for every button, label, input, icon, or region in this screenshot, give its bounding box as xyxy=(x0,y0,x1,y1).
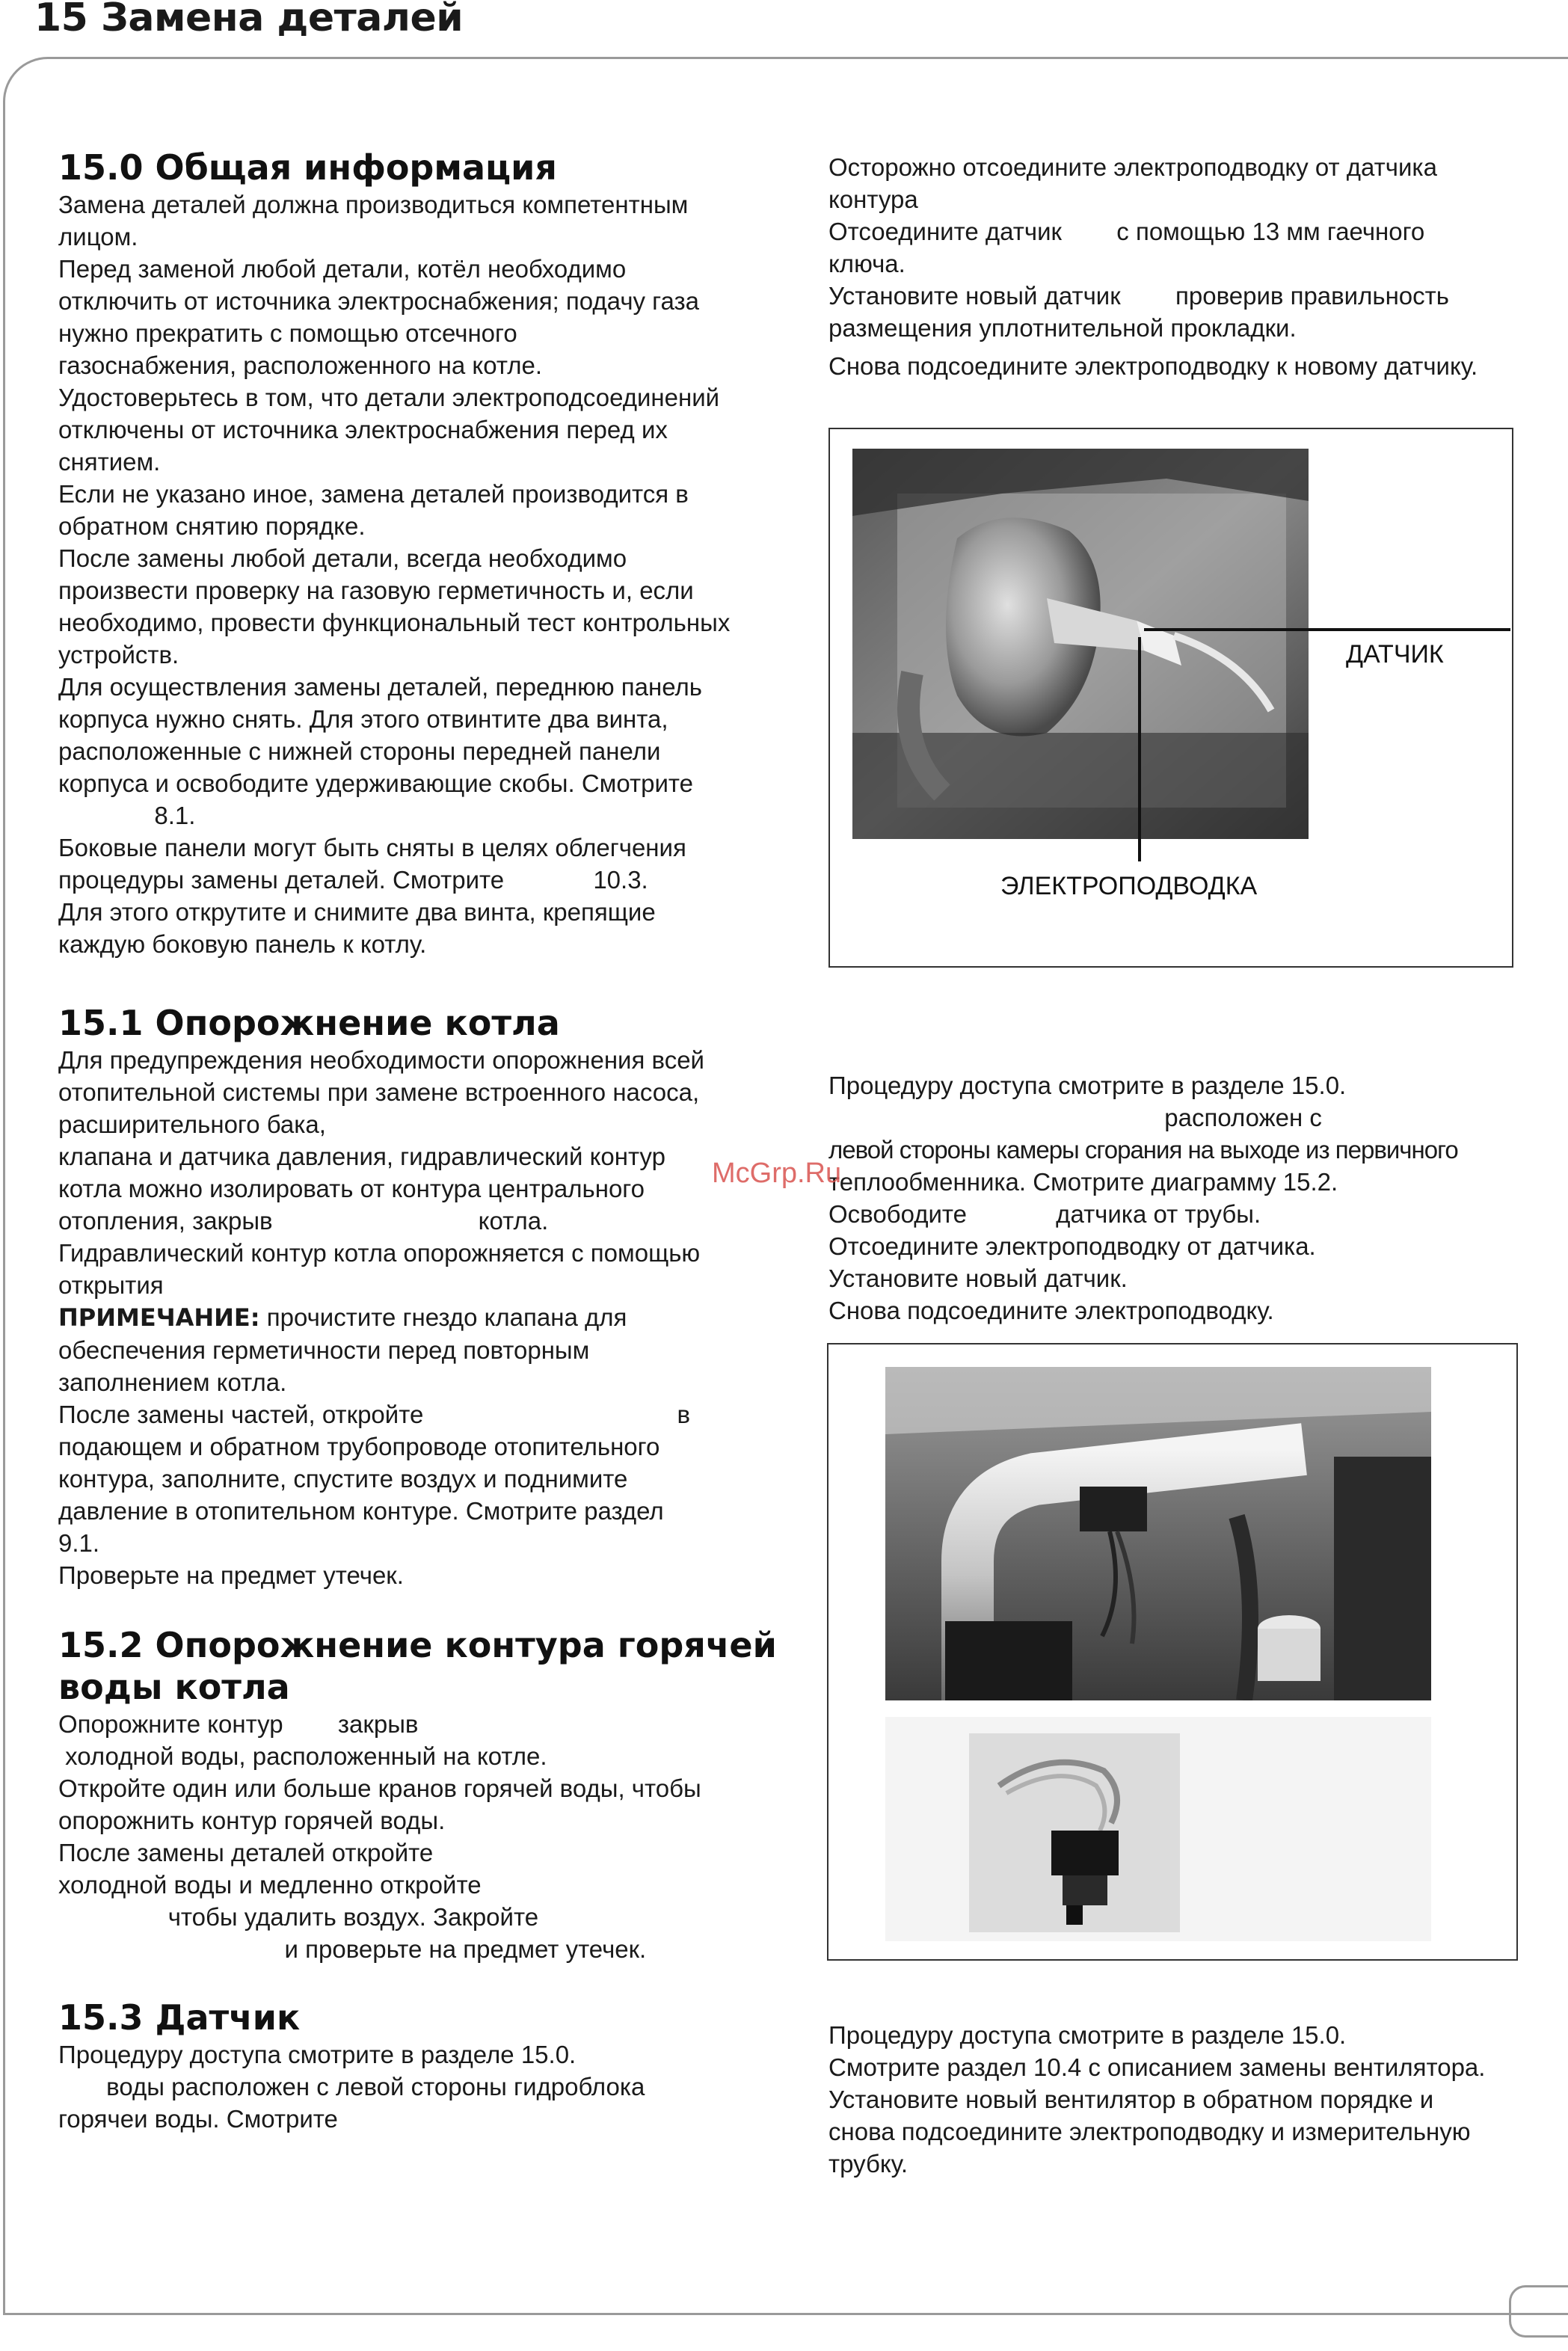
section-heading: 15.0 Общая информация xyxy=(58,147,557,188)
body-line: Снова подсоедините электроподводку к новому датчику. xyxy=(828,352,1478,380)
right-mid-text xyxy=(828,1069,1568,1327)
body-line: После замены любой детали, всегда необходимо xyxy=(58,544,627,572)
section-15-3 xyxy=(58,1997,806,2135)
body-line: Установите новый датчик. xyxy=(828,1264,1128,1292)
body-line: Перед заменой любой детали, котёл необходимо xyxy=(58,255,627,283)
body-line: и проверьте на предмет утечек. xyxy=(58,1935,647,1963)
body-line: снятием. xyxy=(58,448,161,476)
body-line: каждую боковую панель к котлу. xyxy=(58,930,427,958)
body-line: Откройте один или больше кранов горячей воды, чтобы xyxy=(58,1774,701,1802)
body-line: Проверьте на предмет утечек. xyxy=(58,1561,404,1589)
body-line: Для этого открутите и снимите два винта, крепящие xyxy=(58,898,656,926)
body-line: Установите новый датчик проверив правильность xyxy=(828,282,1449,310)
body-line: 9.1. xyxy=(58,1529,100,1557)
body-line: опорожнить контур горячей воды. xyxy=(58,1807,446,1834)
right-top-text xyxy=(828,151,1568,382)
body-line: Процедуру доступа смотрите в разделе 15.0. xyxy=(58,2041,577,2068)
body-line: трубку. xyxy=(828,2150,908,2178)
right-bottom-text xyxy=(828,2019,1568,2180)
section-heading: воды котла xyxy=(58,1667,290,1707)
body-line: нужно прекратить с помощью отсечного xyxy=(58,319,517,347)
body-line: отопительной системы при замене встроенного насоса, xyxy=(58,1078,700,1106)
section-body xyxy=(58,188,806,960)
section-body xyxy=(58,1044,806,1591)
body-line: корпуса нужно снять. Для этого отвинтите два винта, xyxy=(58,705,668,733)
body-line: необходимо, провести функциональный тест контрольных xyxy=(58,609,731,636)
body-line: Смотрите раздел 10.4 с описанием замены вентилятора. xyxy=(828,2053,1486,2081)
figure-sensor xyxy=(828,428,1513,968)
section-heading: 15.1 Опорожнение котла xyxy=(58,1003,560,1043)
body-line: клапана и датчика давления, гидравлический контур xyxy=(58,1143,665,1170)
body-line: Освободите датчика от трубы. xyxy=(828,1200,1261,1228)
section-heading: 15.2 Опорожнение контура горячей xyxy=(58,1625,777,1665)
body-line: подающем и обратном трубопроводе отопительного xyxy=(58,1433,660,1460)
sensor-inset-photo xyxy=(969,1733,1180,1932)
sensor-label: ДАТЧИК xyxy=(1346,640,1444,669)
body-line: процедуры замены деталей. Смотрите 10.3. xyxy=(58,866,648,894)
body-line: расположен с xyxy=(828,1104,1322,1131)
body-line: левой стороны камеры сгорания на выходе из первичного xyxy=(828,1136,1458,1164)
body-line: отопления, закрыв котла. xyxy=(58,1207,549,1235)
body-line: Замена деталей должна производиться компетентным xyxy=(58,191,689,218)
body-line: 8.1. xyxy=(58,802,196,829)
body-line: Отсоедините датчик с помощью 13 мм гаечного xyxy=(828,218,1425,245)
body-line: снова подсоедините электроподводку и измерительную xyxy=(828,2118,1471,2145)
body-line: отключить от источника электроснабжения; подачу газа xyxy=(58,287,699,315)
wiring-label: ЭЛЕКТРОПОДВОДКА xyxy=(1000,872,1258,900)
body-line: заполнением котла. xyxy=(58,1368,287,1396)
body-line: Процедуру доступа смотрите в разделе 15.0. xyxy=(828,1072,1347,1099)
body-line: Установите новый вентилятор в обратном порядке и xyxy=(828,2086,1434,2113)
body-line: горячеи воды. Смотрите xyxy=(58,2105,338,2133)
body-line: обеспечения герметичности перед повторным xyxy=(58,1336,590,1364)
callout-line-wiring xyxy=(1138,637,1141,861)
sensor-photo xyxy=(852,449,1309,839)
body-line: корпуса и освободите удерживающие скобы. Смотрите xyxy=(58,769,693,797)
body-line: устройств. xyxy=(58,641,179,669)
body-line: Снова подсоедините электроподводку. xyxy=(828,1297,1274,1324)
body-line: ключа. xyxy=(828,250,906,277)
body-line: контура xyxy=(828,185,918,213)
chapter-title: 15 Замена деталей xyxy=(34,0,464,40)
body-line: Боковые панели могут быть сняты в целях облегчения xyxy=(58,834,686,861)
section-body xyxy=(58,1708,806,1965)
body-line: обратном снятию порядке. xyxy=(58,512,366,540)
body-line: холодной воды, расположенный на котле. xyxy=(58,1742,547,1770)
body-line: расположенные с нижней стороны передней панели xyxy=(58,737,661,765)
body-line: чтобы удалить воздух. Закройте xyxy=(58,1903,539,1931)
body-line: отключены от источника электроснабжения перед их xyxy=(58,416,668,443)
body-line: Для предупреждения необходимости опорожнения всей xyxy=(58,1046,704,1074)
body-line: воды расположен с левой стороны гидроблока xyxy=(58,2073,645,2100)
body-line: Если не указано иное, замена деталей производится в xyxy=(58,480,689,508)
body-line: Отсоедините электроподводку от датчика. xyxy=(828,1232,1316,1260)
body-line: Осторожно отсоедините электроподводку от датчика xyxy=(828,153,1437,181)
note-line xyxy=(58,1301,806,1334)
body-line: размещения уплотнительной прокладки. xyxy=(828,314,1297,342)
watermark: McGrp.Ru xyxy=(712,1158,842,1189)
body-line: газоснабжения, расположенного на котле. xyxy=(58,351,543,379)
body-line: лицом. xyxy=(58,223,138,251)
body-line: После замены деталей откройте xyxy=(58,1839,434,1866)
body-line: теплообменника. Смотрите диаграмму 15.2. xyxy=(828,1168,1338,1196)
section-15-0 xyxy=(58,147,806,960)
section-heading: 15.3 Датчик xyxy=(58,1997,301,2038)
body-line: котла можно изолировать от контура центрального xyxy=(58,1175,645,1202)
body-line: контура, заполните, спустите воздух и поднимите xyxy=(58,1465,628,1493)
page-corner-tab xyxy=(1509,2285,1568,2338)
body-line: давление в отопительном контуре. Смотрите раздел xyxy=(58,1497,664,1525)
body-line: Для осуществления замены деталей, переднюю панель xyxy=(58,673,702,701)
body-line: расширительного бака, xyxy=(58,1110,326,1138)
body-line: Опорожните контур закрыв xyxy=(58,1710,419,1738)
body-line: После замены частей, откройте в xyxy=(58,1401,691,1428)
section-15-1 xyxy=(58,1002,806,1591)
body-line: Процедуру доступа смотрите в разделе 15.0. xyxy=(828,2021,1347,2049)
body-line: холодной воды и медленно откройте xyxy=(58,1871,482,1899)
callout-line-sensor xyxy=(1144,628,1510,631)
note-label: ПРИМЕЧАНИЕ: xyxy=(58,1303,260,1332)
body-line: открытия xyxy=(58,1271,164,1299)
body-line: произвести проверку на газовую герметичность и, если xyxy=(58,577,694,604)
note-text: прочистите гнездо клапана для xyxy=(259,1303,627,1331)
section-body xyxy=(58,2038,806,2135)
pipe-photo xyxy=(885,1367,1431,1700)
body-line: Удостоверьтесь в том, что детали электроподсоединений xyxy=(58,384,720,411)
body-line: Гидравлический контур котла опорожняется с помощью xyxy=(58,1239,701,1267)
section-15-2 xyxy=(58,1624,806,1965)
figure-pipe-sensor xyxy=(827,1343,1518,1961)
